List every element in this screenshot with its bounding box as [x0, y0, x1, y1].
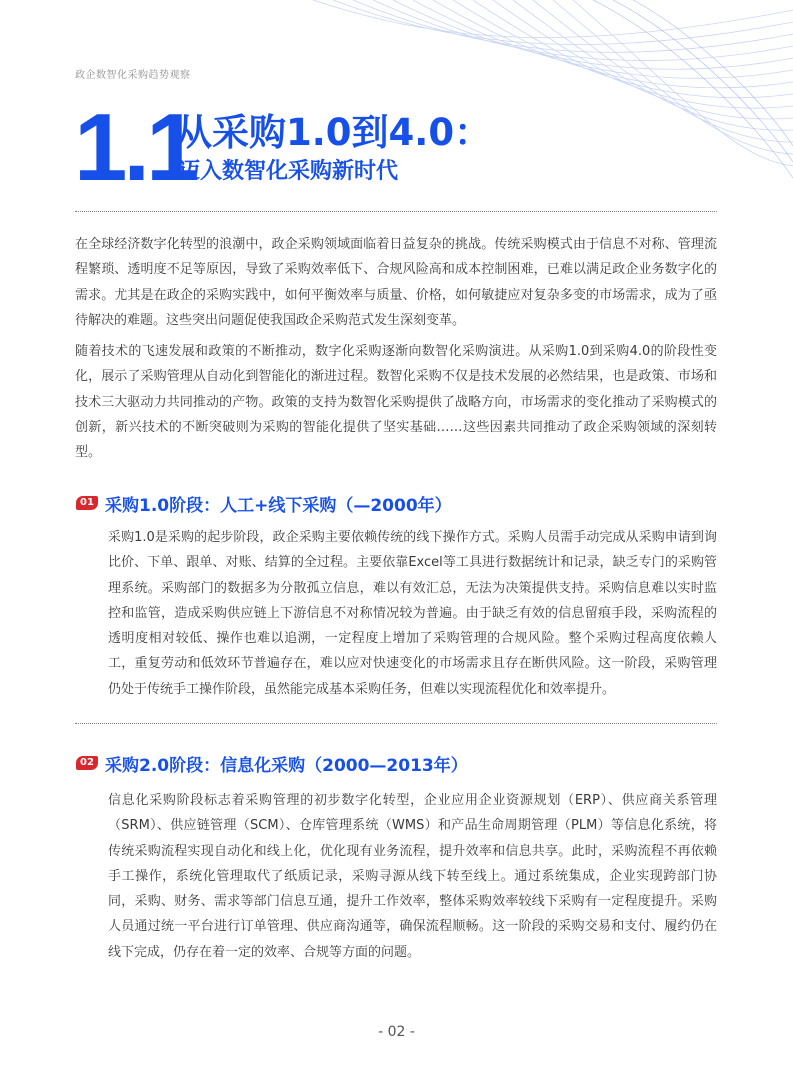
- stage-2-title: 采购2.0阶段：信息化采购（2000—2013年）: [105, 755, 468, 776]
- stage-2-text: 信息化采购阶段标志着采购管理的初步数字化转型，企业应用企业资源规划（ERP）、供应商关系管理（SRM）、供应链管理（SCM）、仓库管理系统（WMS）和产品生命周期管理（PLM）等信息化系统，将传统采购流程实现自动化和线上化，优化现有业务流程，提升效率和信息共享。此时，采购流程不再依赖手工操作，系统化管理取代了纸质记录，采购寻源从线下转至线上。通过系统集成，企业实现跨部门协同，采购、财务、需求等部门信息互通，提升工作效率，整体采购效率较线下采购有一定程度提升。采购人员通过统一平台进行订单管理、供应商沟通等，确保流程顺畅。这一阶段的采购交易和支付、履约仍在线下完成，仍存在着一定的效率、合规等方面的问题。: [108, 793, 717, 960]
- section-title: 从采购1.0到4.0：: [175, 111, 492, 154]
- stage-2-badge: 02: [76, 756, 98, 770]
- intro-paragraph-1: 在全球经济数字化转型的浪潮中，政企采购领域面临着日益复杂的挑战。传统采购模式由于信息不对称、管理流程繁琐、透明度不足等原因，导致了采购效率低下、合规风险高和成本控制困难，已难以满足政企业务数字化的需求。尤其是在政企的采购实践中，如何平衡效率与质量、价格，如何敏捷应对复杂多变的市场需求，成为了亟待解决的难题。这些突出问题促使我国政企采购范式发生深刻变革。: [75, 237, 717, 328]
- stage-2-heading: [76, 750, 468, 776]
- stage-1-title: 采购1.0阶段：人工+线下采购（—2000年）: [105, 495, 452, 516]
- intro-paragraph-2: 随着技术的飞速发展和政策的不断推动，数字化采购逐渐向数智化采购演进。从采购1.0到采购4.0的阶段性变化，展示了采购管理从自动化到智能化的渐进过程。数智化采购不仅是技术发展的必然结果，也是政策、市场和技术三大驱动力共同推动的产物。政策的支持为数智化采购提供了战略方向，市场需求的变化推动了采购模式的创新，新兴技术的不断突破则为采购的智能化提供了坚实基础……这些因素共同推动了政企采购领域的深刻转型。: [75, 344, 717, 461]
- divider-middle: [75, 723, 717, 724]
- divider-top: [75, 211, 717, 212]
- stage-1-heading: [76, 490, 452, 516]
- document-header-label: 政企数智化采购趋势观察: [75, 70, 191, 81]
- stage-1-text: 采购1.0是采购的起步阶段，政企采购主要依赖传统的线下操作方式。采购人员需手动完成从采购申请到询比价、下单、跟单、对账、结算的全过程。主要依靠Excel等工具进行数据统计和记录，缺乏专门的采购管理系统。采购部门的数据多为分散孤立信息，难以有效汇总，无法为决策提供支持。采购信息难以实时监控和监管，造成采购供应链上下游信息不对称情况较为普遍。由于缺乏有效的信息留痕手段，采购流程的透明度相对较低、操作也难以追溯，一定程度上增加了采购管理的合规风险。整个采购过程高度依赖人工，重复劳动和低效环节普遍存在，难以应对快速变化的市场需求且存在断供风险。这一阶段，采购管理仍处于传统手工操作阶段，虽然能完成基本采购任务，但难以实现流程优化和效率提升。: [108, 530, 717, 697]
- section-number: 1.1: [74, 94, 196, 201]
- page-number: - 02 -: [378, 1024, 415, 1040]
- stage-1-badge: 01: [76, 496, 98, 510]
- section-subtitle: 迈入数智化采购新时代: [178, 159, 399, 184]
